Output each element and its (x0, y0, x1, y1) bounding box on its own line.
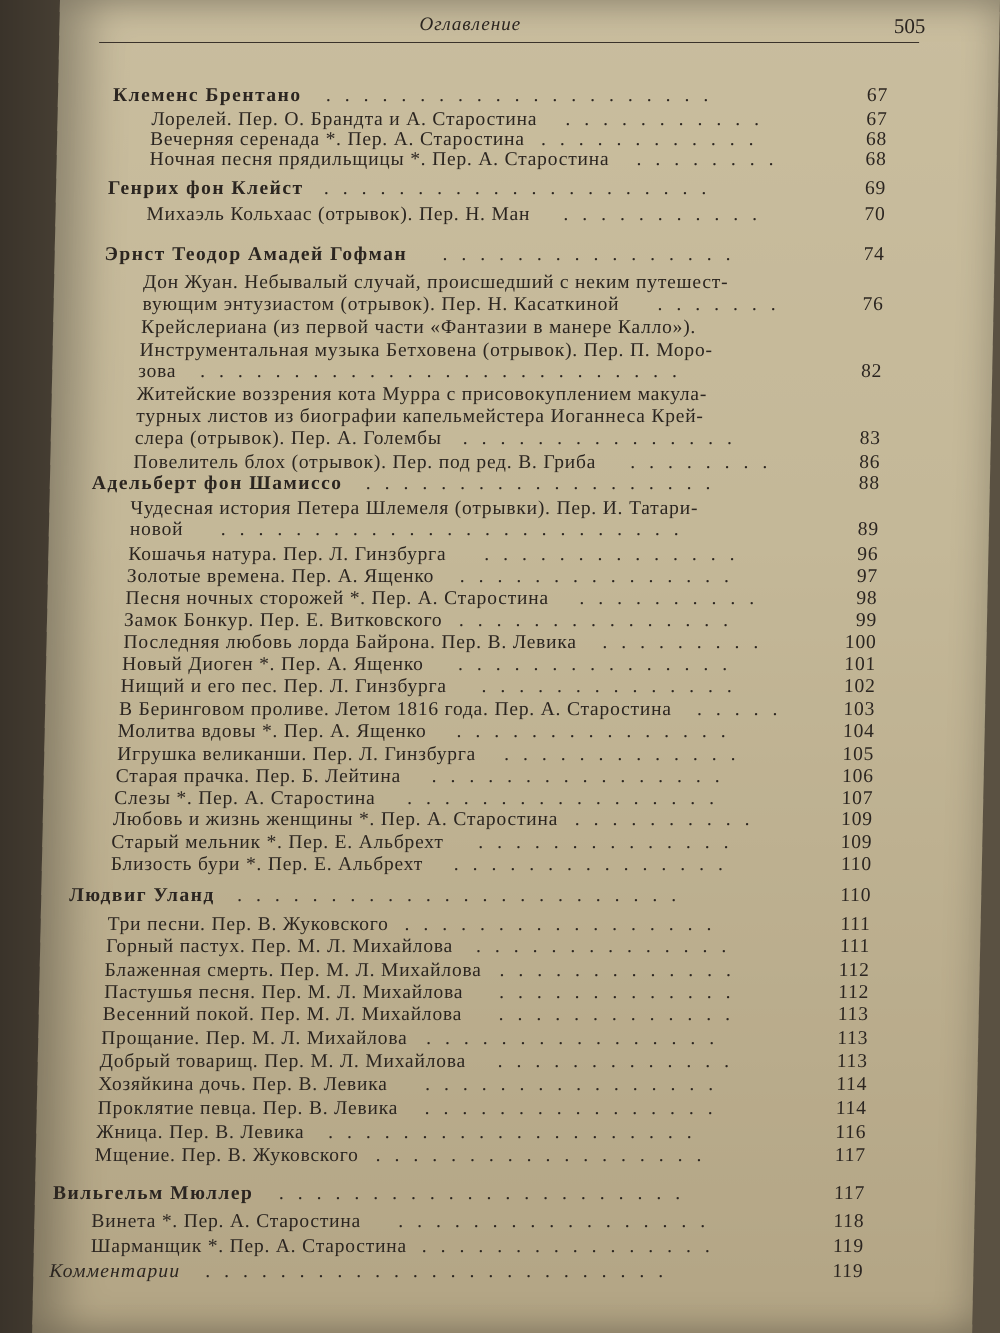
toc-author-entry (92, 472, 881, 496)
leader-dots: ............. (499, 960, 746, 981)
toc-work-entry (127, 565, 879, 589)
toc-entry-title: Близость бури *. Пер. Е. Альбрехт (110, 854, 424, 875)
toc-work-entry (136, 383, 882, 407)
toc-entry-title: Добрый товарищ. Пер. М. Л. Михайлова (99, 1051, 467, 1072)
toc-entry-title: Старая прачка. Пер. Б. Лейтина (115, 766, 402, 787)
toc-entry-page: 105 (842, 744, 875, 765)
toc-entry-page: 76 (862, 294, 884, 315)
toc-work-entry (120, 675, 876, 699)
toc-entry-title: зова (137, 361, 177, 382)
toc-work-entry (111, 831, 873, 855)
leader-dots: .............. (481, 676, 747, 697)
leader-dots: ............ (540, 129, 768, 150)
leader-dots: .............. (484, 544, 749, 565)
leader-dots: .............. (478, 832, 743, 853)
toc-work-entry (98, 1097, 868, 1121)
toc-entry-page: 69 (864, 178, 887, 199)
leader-dots: ................ (424, 1098, 728, 1119)
leader-dots: .......................... (199, 361, 692, 382)
header-rule (99, 42, 919, 43)
toc-entry-title: Прощание. Пер. М. Л. Михайлова (101, 1028, 408, 1049)
leader-dots: ................ (442, 244, 745, 265)
toc-entry-page: 113 (837, 1028, 869, 1049)
leader-dots: ............... (462, 428, 747, 449)
toc-entry-title: Людвиг Уланд (69, 885, 216, 906)
toc-entry-title: Молитва вдовы *. Пер. А. Ященко (117, 721, 427, 742)
toc-entry-title: Новый Диоген *. Пер. А. Ященко (121, 654, 424, 675)
leader-dots: ................ (421, 1236, 725, 1257)
toc-author-entry (69, 884, 872, 908)
toc-work-entry (102, 1003, 869, 1027)
toc-author-entry (104, 243, 885, 267)
toc-section-entry (49, 1260, 864, 1284)
leader-dots: ......................... (205, 1261, 678, 1282)
leader-dots: ........ (630, 452, 782, 473)
toc-work-entry (111, 853, 873, 877)
toc-entry-title: Золотые времена. Пер. А. Ященко (126, 566, 435, 587)
toc-entry-page: 100 (844, 632, 877, 653)
toc-entry-title: Весенний покой. Пер. М. Л. Михайлова (102, 1004, 463, 1025)
toc-entry-title: турных листов из биографии капельмейстера Иоганнеса Крей- (136, 406, 704, 427)
leader-dots: ............... (459, 566, 744, 587)
leader-dots: .................... (328, 1122, 706, 1143)
leader-dots: ............. (503, 744, 750, 765)
toc-entry-title: В Беринговом проливе. Летом 1816 года. Пер. А. Старостина (118, 699, 673, 720)
toc-entry-page: 101 (844, 654, 877, 675)
book-page (32, 0, 1000, 1333)
toc-entry-title: новой (129, 519, 184, 540)
leader-dots: ............. (498, 1004, 745, 1025)
leader-dots: ............... (456, 721, 741, 742)
toc-entry-title: Клеменс Брентано (112, 85, 302, 106)
leader-dots: ....... (657, 294, 790, 315)
toc-entry-title: Лорелей. Пер. О. Брандта и А. Старостина (151, 109, 538, 130)
toc-entry-page: 112 (838, 960, 870, 981)
toc-work-entry (117, 720, 875, 744)
running-head: Оглавление (419, 14, 522, 35)
leader-dots: ................. (398, 1211, 720, 1232)
toc-work-entry (123, 631, 877, 655)
toc-work-entry (138, 360, 883, 384)
toc-work-entry (113, 808, 874, 832)
leader-dots: ............... (457, 654, 742, 675)
toc-author-entry (113, 84, 889, 108)
leader-dots: ............. (497, 1051, 744, 1072)
toc-entry-page: 117 (834, 1145, 867, 1166)
leader-dots: ................ (425, 1074, 728, 1095)
leader-dots: ..................... (323, 178, 721, 199)
toc-work-entry (125, 587, 878, 611)
toc-author-entry (53, 1182, 866, 1206)
toc-entry-page: 102 (843, 676, 876, 697)
toc-work-entry (106, 935, 871, 959)
toc-entry-page: 113 (837, 1004, 869, 1025)
toc-entry-title: Комментарии (49, 1261, 181, 1282)
toc-entry-page: 119 (832, 1236, 865, 1257)
toc-entry-title: Нищий и его пес. Пер. Л. Гинзбурга (120, 676, 448, 697)
leader-dots: .............. (475, 936, 741, 957)
toc-entry-page: 110 (840, 854, 873, 875)
toc-entry-page: 97 (856, 566, 879, 587)
leader-dots: ........ (636, 149, 788, 170)
toc-entry-page: 68 (865, 129, 888, 150)
toc-entry-title: Песня ночных сторожей *. Пер. А. Старостина (125, 588, 550, 609)
toc-work-entry (100, 1050, 869, 1074)
toc-work-entry (98, 1073, 868, 1097)
toc-entry-title: Три песни. Пер. В. Жуковского (107, 914, 389, 935)
toc-entry-title: Любовь и жизнь женщины *. Пер. А. Старостина (112, 809, 559, 830)
toc-entry-title: Вечерняя серенада *. Пер. А. Старостина (149, 129, 526, 150)
leader-dots: ........... (565, 109, 774, 130)
leader-dots: ................ (426, 1028, 729, 1049)
toc-work-entry (122, 653, 877, 677)
toc-entry-title: Ночная песня прядильщицы *. Пер. А. Старостина (149, 149, 610, 170)
toc-work-entry (104, 981, 870, 1005)
toc-entry-title: Хозяйкина дочь. Пер. В. Левика (98, 1074, 388, 1095)
toc-entry-page: 74 (863, 244, 885, 265)
toc-work-entry (104, 959, 870, 983)
toc-work-entry (101, 1027, 869, 1051)
toc-entry-page: 104 (842, 721, 875, 742)
toc-entry-page: 103 (843, 699, 876, 720)
leader-dots: ........................ (237, 885, 691, 906)
toc-work-entry (91, 1210, 865, 1234)
toc-entry-title: Чудесная история Петера Шлемеля (отрывки). Пер. И. Татари- (130, 498, 699, 519)
toc-entry-title: Блаженная смерть. Пер. М. Л. Михайлова (104, 960, 482, 981)
toc-work-entry (143, 271, 885, 295)
toc-entry-title: Игрушка великанши. Пер. Л. Гинзбурга (116, 744, 477, 765)
toc-entry-title: вующим энтузиастом (отрывок). Пер. Н. Касаткиной (142, 294, 620, 315)
toc-entry-page: 98 (856, 588, 878, 609)
toc-entry-page: 110 (840, 885, 872, 906)
toc-work-entry (95, 1144, 867, 1168)
toc-entry-page: 86 (858, 452, 881, 473)
toc-entry-page: 113 (836, 1051, 868, 1072)
toc-work-entry (141, 316, 884, 340)
toc-entry-title: Дон Жуан. Небывалый случай, происшедший с неким путешест- (142, 272, 729, 293)
toc-entry-title: Крейслериана (из первой части «Фантазии в манере Калло»). (140, 317, 697, 338)
leader-dots: ................. (404, 914, 726, 935)
toc-entry-page: 83 (859, 428, 882, 449)
toc-entry-title: Замок Бонкур. Пер. Е. Витковского (123, 610, 443, 631)
toc-work-entry (96, 1121, 867, 1145)
toc-work-entry (130, 518, 880, 542)
toc-entry-title: Вильгельм Мюллер (52, 1183, 254, 1204)
toc-work-entry (124, 609, 878, 633)
toc-work-entry (117, 743, 875, 767)
toc-entry-page: 96 (857, 544, 879, 565)
leader-dots: ................. (407, 788, 729, 809)
leader-dots: ............... (458, 610, 743, 631)
toc-work-entry (142, 293, 884, 317)
toc-entry-page: 106 (841, 766, 874, 787)
toc-entry-title: Повелитель блох (отрывок). Пер. под ред. В. Гриба (133, 452, 597, 473)
toc-entry-page: 107 (841, 788, 874, 809)
toc-work-entry (115, 765, 874, 789)
leader-dots: ..................... (325, 85, 723, 106)
toc-entry-page: 109 (840, 809, 874, 830)
leader-dots: ......................... (220, 519, 694, 540)
toc-entry-title: Горный пастух. Пер. М. Л. Михайлова (105, 936, 454, 957)
toc-entry-title: Пастушья песня. Пер. М. Л. Михайлова (103, 982, 464, 1003)
toc-entry-title: Михаэль Кольхаас (отрывок). Пер. Н. Ман (146, 204, 531, 225)
toc-entry-page: 68 (865, 149, 887, 170)
toc-entry-title: Шарманщик *. Пер. А. Старостина (90, 1236, 408, 1257)
toc-entry-title: Генрих фон Клейст (107, 178, 304, 199)
toc-entry-page: 111 (840, 914, 871, 935)
toc-entry-title: Адельберт фон Шамиссо (91, 473, 343, 494)
toc-work-entry (146, 203, 886, 227)
toc-entry-page: 111 (839, 936, 871, 957)
toc-entry-title: Инструментальная музыка Бетховена (отрывок). Пер. П. Моро- (139, 340, 714, 361)
toc-entry-title: Житейские воззрения кота Мурра с присовокуплением макула- (136, 384, 708, 405)
toc-entry-title: слера (отрывок). Пер. А. Голембы (134, 428, 442, 449)
toc-work-entry (119, 698, 876, 722)
toc-entry-page: 109 (840, 832, 873, 853)
toc-entry-page: 116 (835, 1122, 867, 1143)
toc-entry-page: 118 (833, 1211, 865, 1232)
leader-dots: ...................... (278, 1183, 695, 1204)
toc-author-entry (108, 177, 887, 201)
toc-entry-page: 67 (866, 85, 889, 106)
leader-dots: .................. (375, 1145, 716, 1166)
toc-entry-title: Последняя любовь лорда Байрона. Пер. В. Левика (123, 632, 578, 653)
toc-entry-page: 117 (833, 1183, 866, 1204)
toc-entry-title: Проклятие певца. Пер. В. Левика (97, 1098, 399, 1119)
toc-entry-page: 99 (855, 610, 878, 631)
toc-work-entry (107, 913, 871, 937)
toc-entry-page: 88 (858, 473, 881, 494)
leader-dots: ............. (498, 982, 745, 1003)
leader-dots: ................... (365, 473, 725, 494)
toc-entry-page: 67 (866, 109, 888, 130)
toc-entry-page: 82 (860, 361, 883, 382)
toc-entry-page: 112 (838, 982, 870, 1003)
leader-dots: ................ (431, 766, 734, 787)
toc-work-entry (149, 148, 887, 172)
toc-entry-title: Эрнст Теодор Амадей Гофман (104, 244, 408, 265)
toc-work-entry (128, 543, 879, 567)
toc-entry-page: 119 (832, 1261, 864, 1282)
page-number: 505 (893, 14, 926, 38)
leader-dots: ......... (602, 632, 773, 653)
toc-entry-title: Жница. Пер. В. Левика (96, 1122, 305, 1143)
toc-entry-title: Мщение. Пер. В. Жуковского (94, 1145, 359, 1166)
toc-entry-page: 89 (857, 519, 880, 540)
toc-work-entry (135, 427, 882, 451)
leader-dots: ..... (696, 699, 792, 720)
toc-entry-title: Старый мельник *. Пер. Е. Альбрехт (111, 832, 444, 853)
toc-entry-page: 114 (836, 1074, 868, 1095)
toc-work-entry (136, 405, 882, 429)
leader-dots: ............... (453, 854, 738, 875)
leader-dots: .......... (579, 588, 769, 609)
toc-entry-title: Слезы *. Пер. А. Старостина (114, 788, 376, 809)
toc-entry-title: Кошачья натура. Пер. Л. Гинзбурга (128, 544, 447, 565)
toc-entry-title: Винета *. Пер. А. Старостина (91, 1211, 362, 1232)
toc-entry-page: 70 (864, 204, 886, 225)
leader-dots: ........... (563, 204, 772, 225)
leader-dots: .......... (574, 809, 764, 830)
toc-work-entry (91, 1235, 865, 1259)
toc-entry-page: 114 (835, 1098, 868, 1119)
